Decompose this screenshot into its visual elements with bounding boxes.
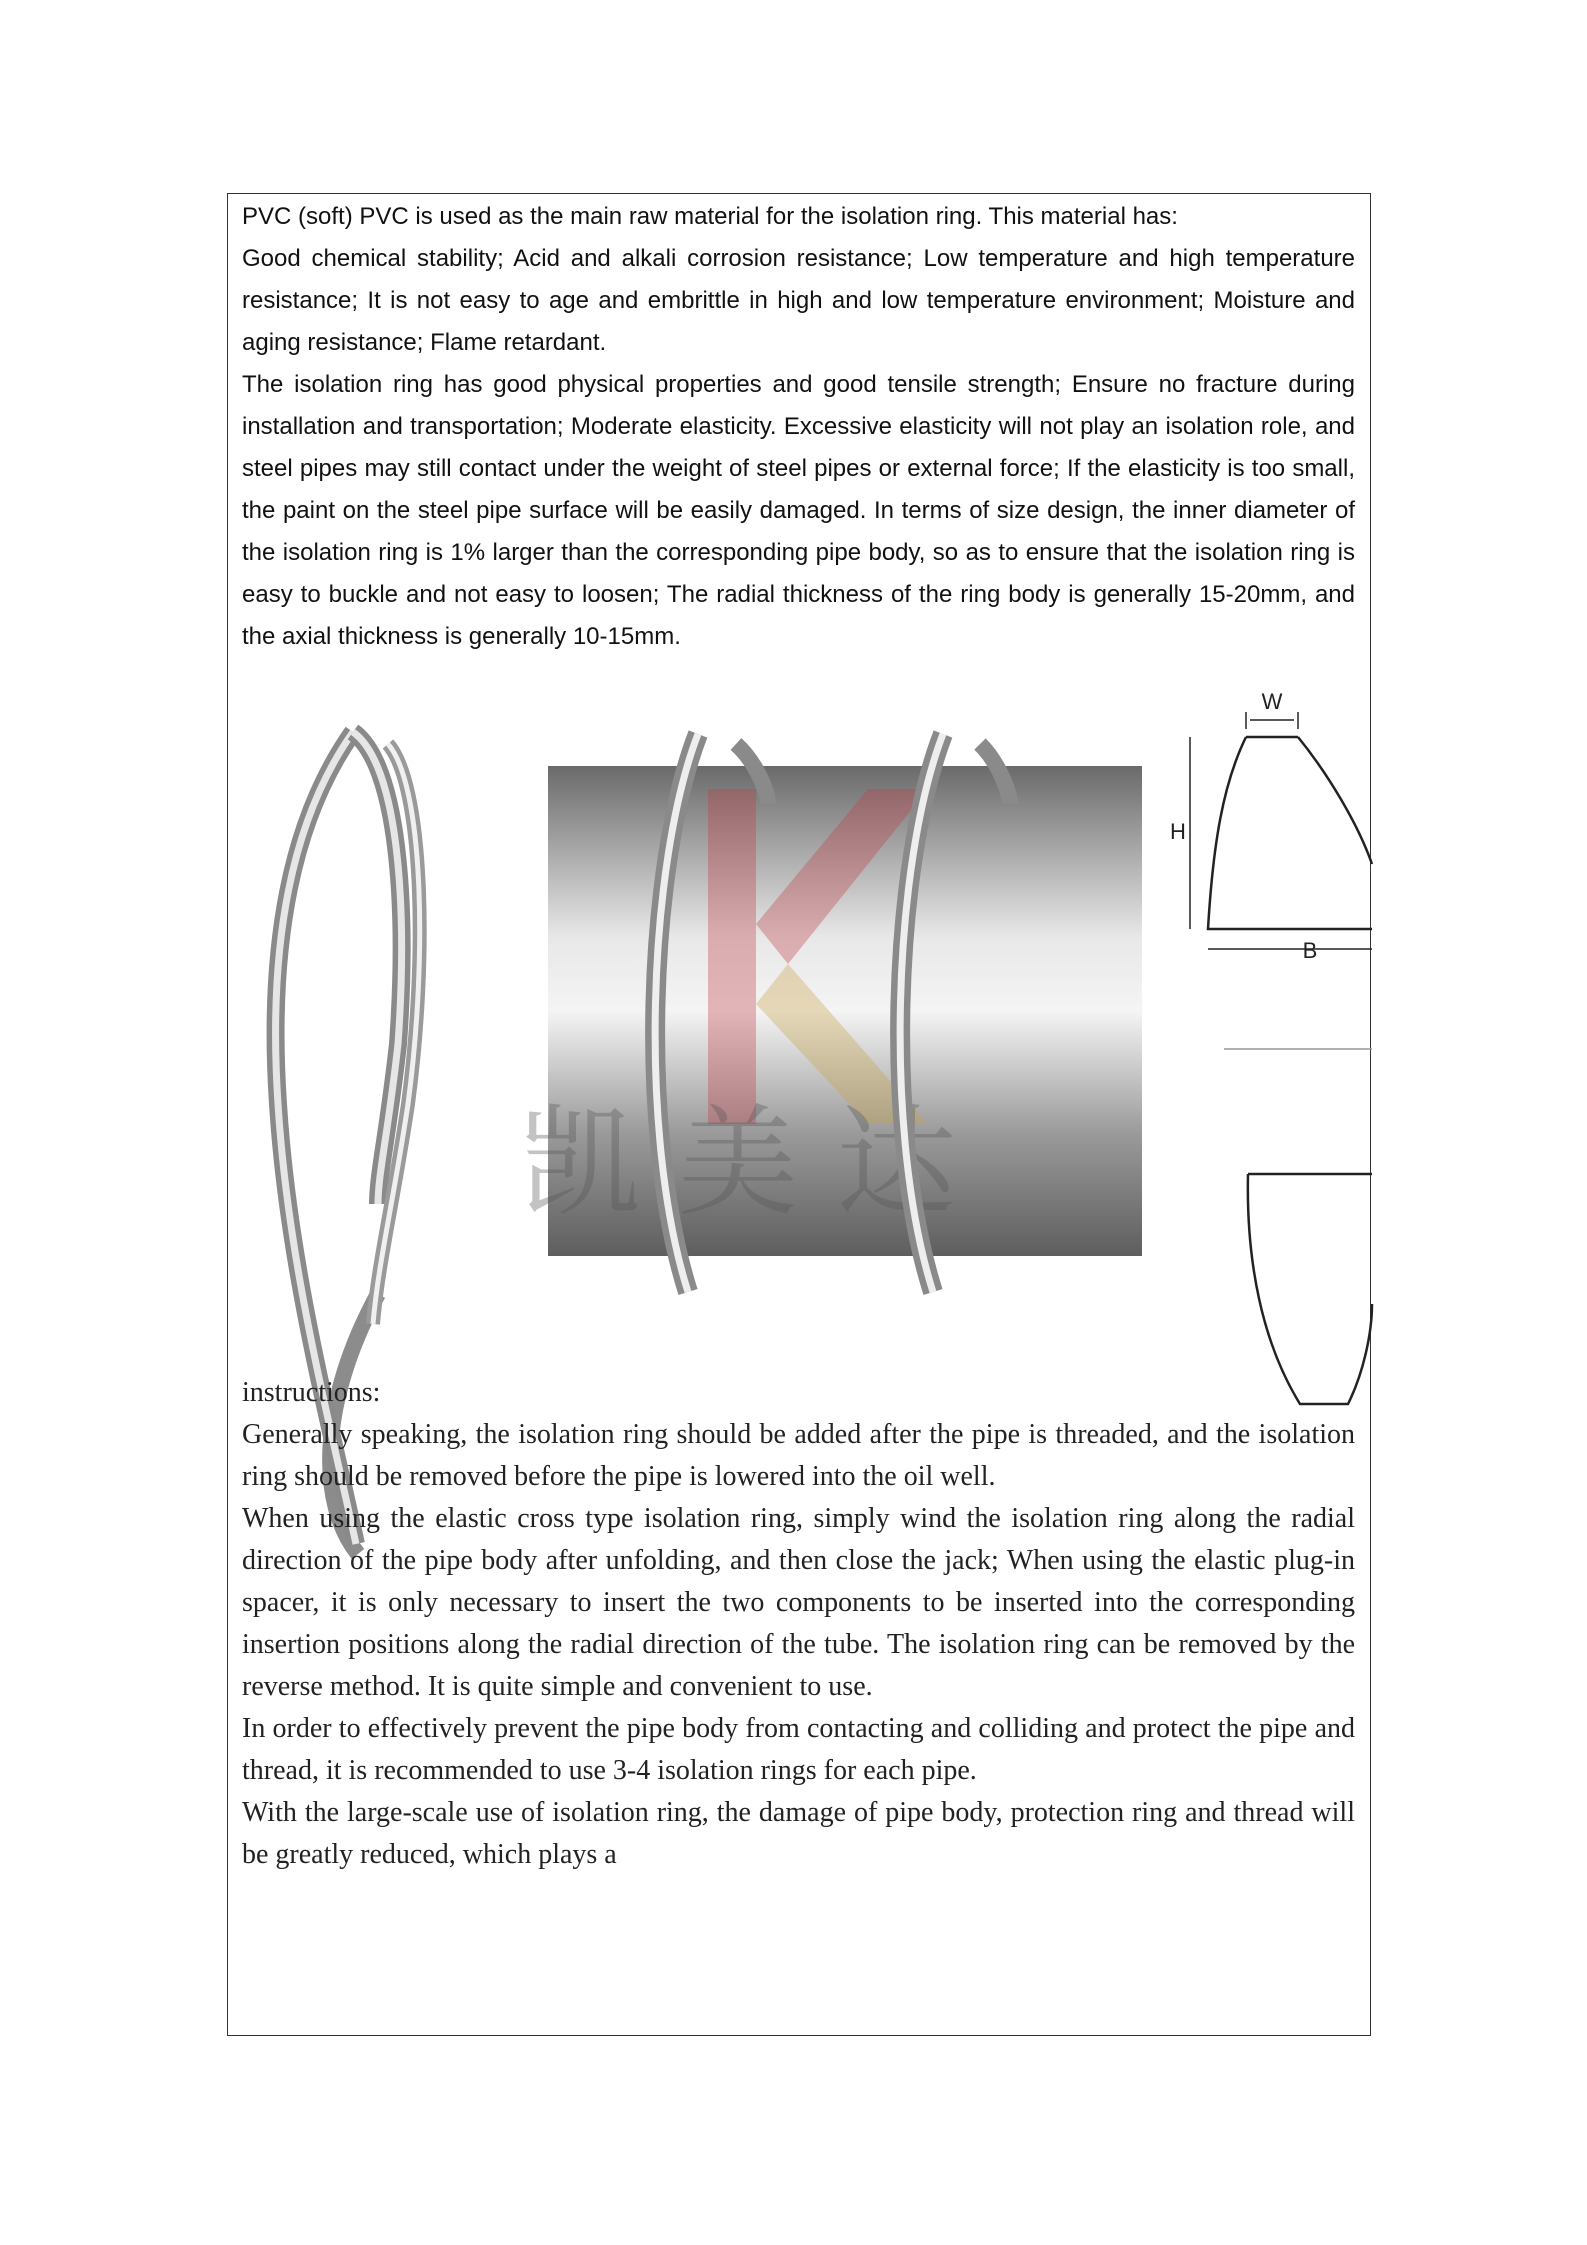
width-label: W <box>1261 689 1283 714</box>
physical-properties: The isolation ring has good physical properties and good tensile strength; Ensure no fracture during installation and transportation; Moderate elasticity. Excessive elasticity will not play an isolation role, and steel pipes may still contact under the weight of steel pipes or external force; If the elasticity is too small, the paint on the steel pipe surface will be easily damaged. In terms of size design, the inner diameter of the isolation ring is 1% larger than the corresponding pipe body, so as to ensure that the isolation ring is easy to buckle and not easy to loosen; The radial thickness of the ring body is generally 15-20mm, and the axial thickness is generally 10-15mm. <box>242 371 1355 650</box>
height-label: H <box>1170 819 1186 844</box>
instructions-paragraph: Generally speaking, the isolation ring should be added after the pipe is threaded, and the isolation ring should be removed before the pipe is lowered into the oil well. <box>242 1419 1355 1492</box>
instructions-section <box>242 1372 1355 1876</box>
pipe-with-rings <box>520 734 1142 1292</box>
instructions-heading: instructions: <box>242 1377 381 1408</box>
instructions-paragraph: When using the elastic cross type isolation ring, simply wind the isolation ring along the radial direction of the pipe body after unfolding, and then close the jack; When using the elastic plug-in spacer, it is only necessary to insert the two components to be inserted into the corresponding insertion positions along the radial direction of the tube. The isolation ring can be removed by the reverse method. It is quite simple and convenient to use. <box>242 1503 1355 1702</box>
material-section <box>242 196 1355 658</box>
watermark-text: 凯 美 达 <box>519 1094 957 1233</box>
instructions-paragraph: In order to effectively prevent the pipe body from contacting and colliding and protect the pipe and thread, it is recommended to use 3-4 isolation rings for each pipe. <box>242 1713 1355 1786</box>
instructions-paragraph: With the large-scale use of isolation ring, the damage of pipe body, protection ring and thread will be greatly reduced, which plays a <box>242 1797 1355 1870</box>
ring-cross-section-diagram <box>1170 689 1372 1404</box>
page-frame <box>227 193 1371 2036</box>
material-properties: Good chemical stability; Acid and alkali corrosion resistance; Low temperature and high temperature resistance; It is not easy to age and embrittle in high and low temperature environment; Moisture and aging resistance; Flame retardant. <box>242 245 1355 356</box>
base-label: B <box>1302 938 1318 963</box>
material-intro: PVC (soft) PVC is used as the main raw material for the isolation ring. This material has: <box>242 203 1178 230</box>
